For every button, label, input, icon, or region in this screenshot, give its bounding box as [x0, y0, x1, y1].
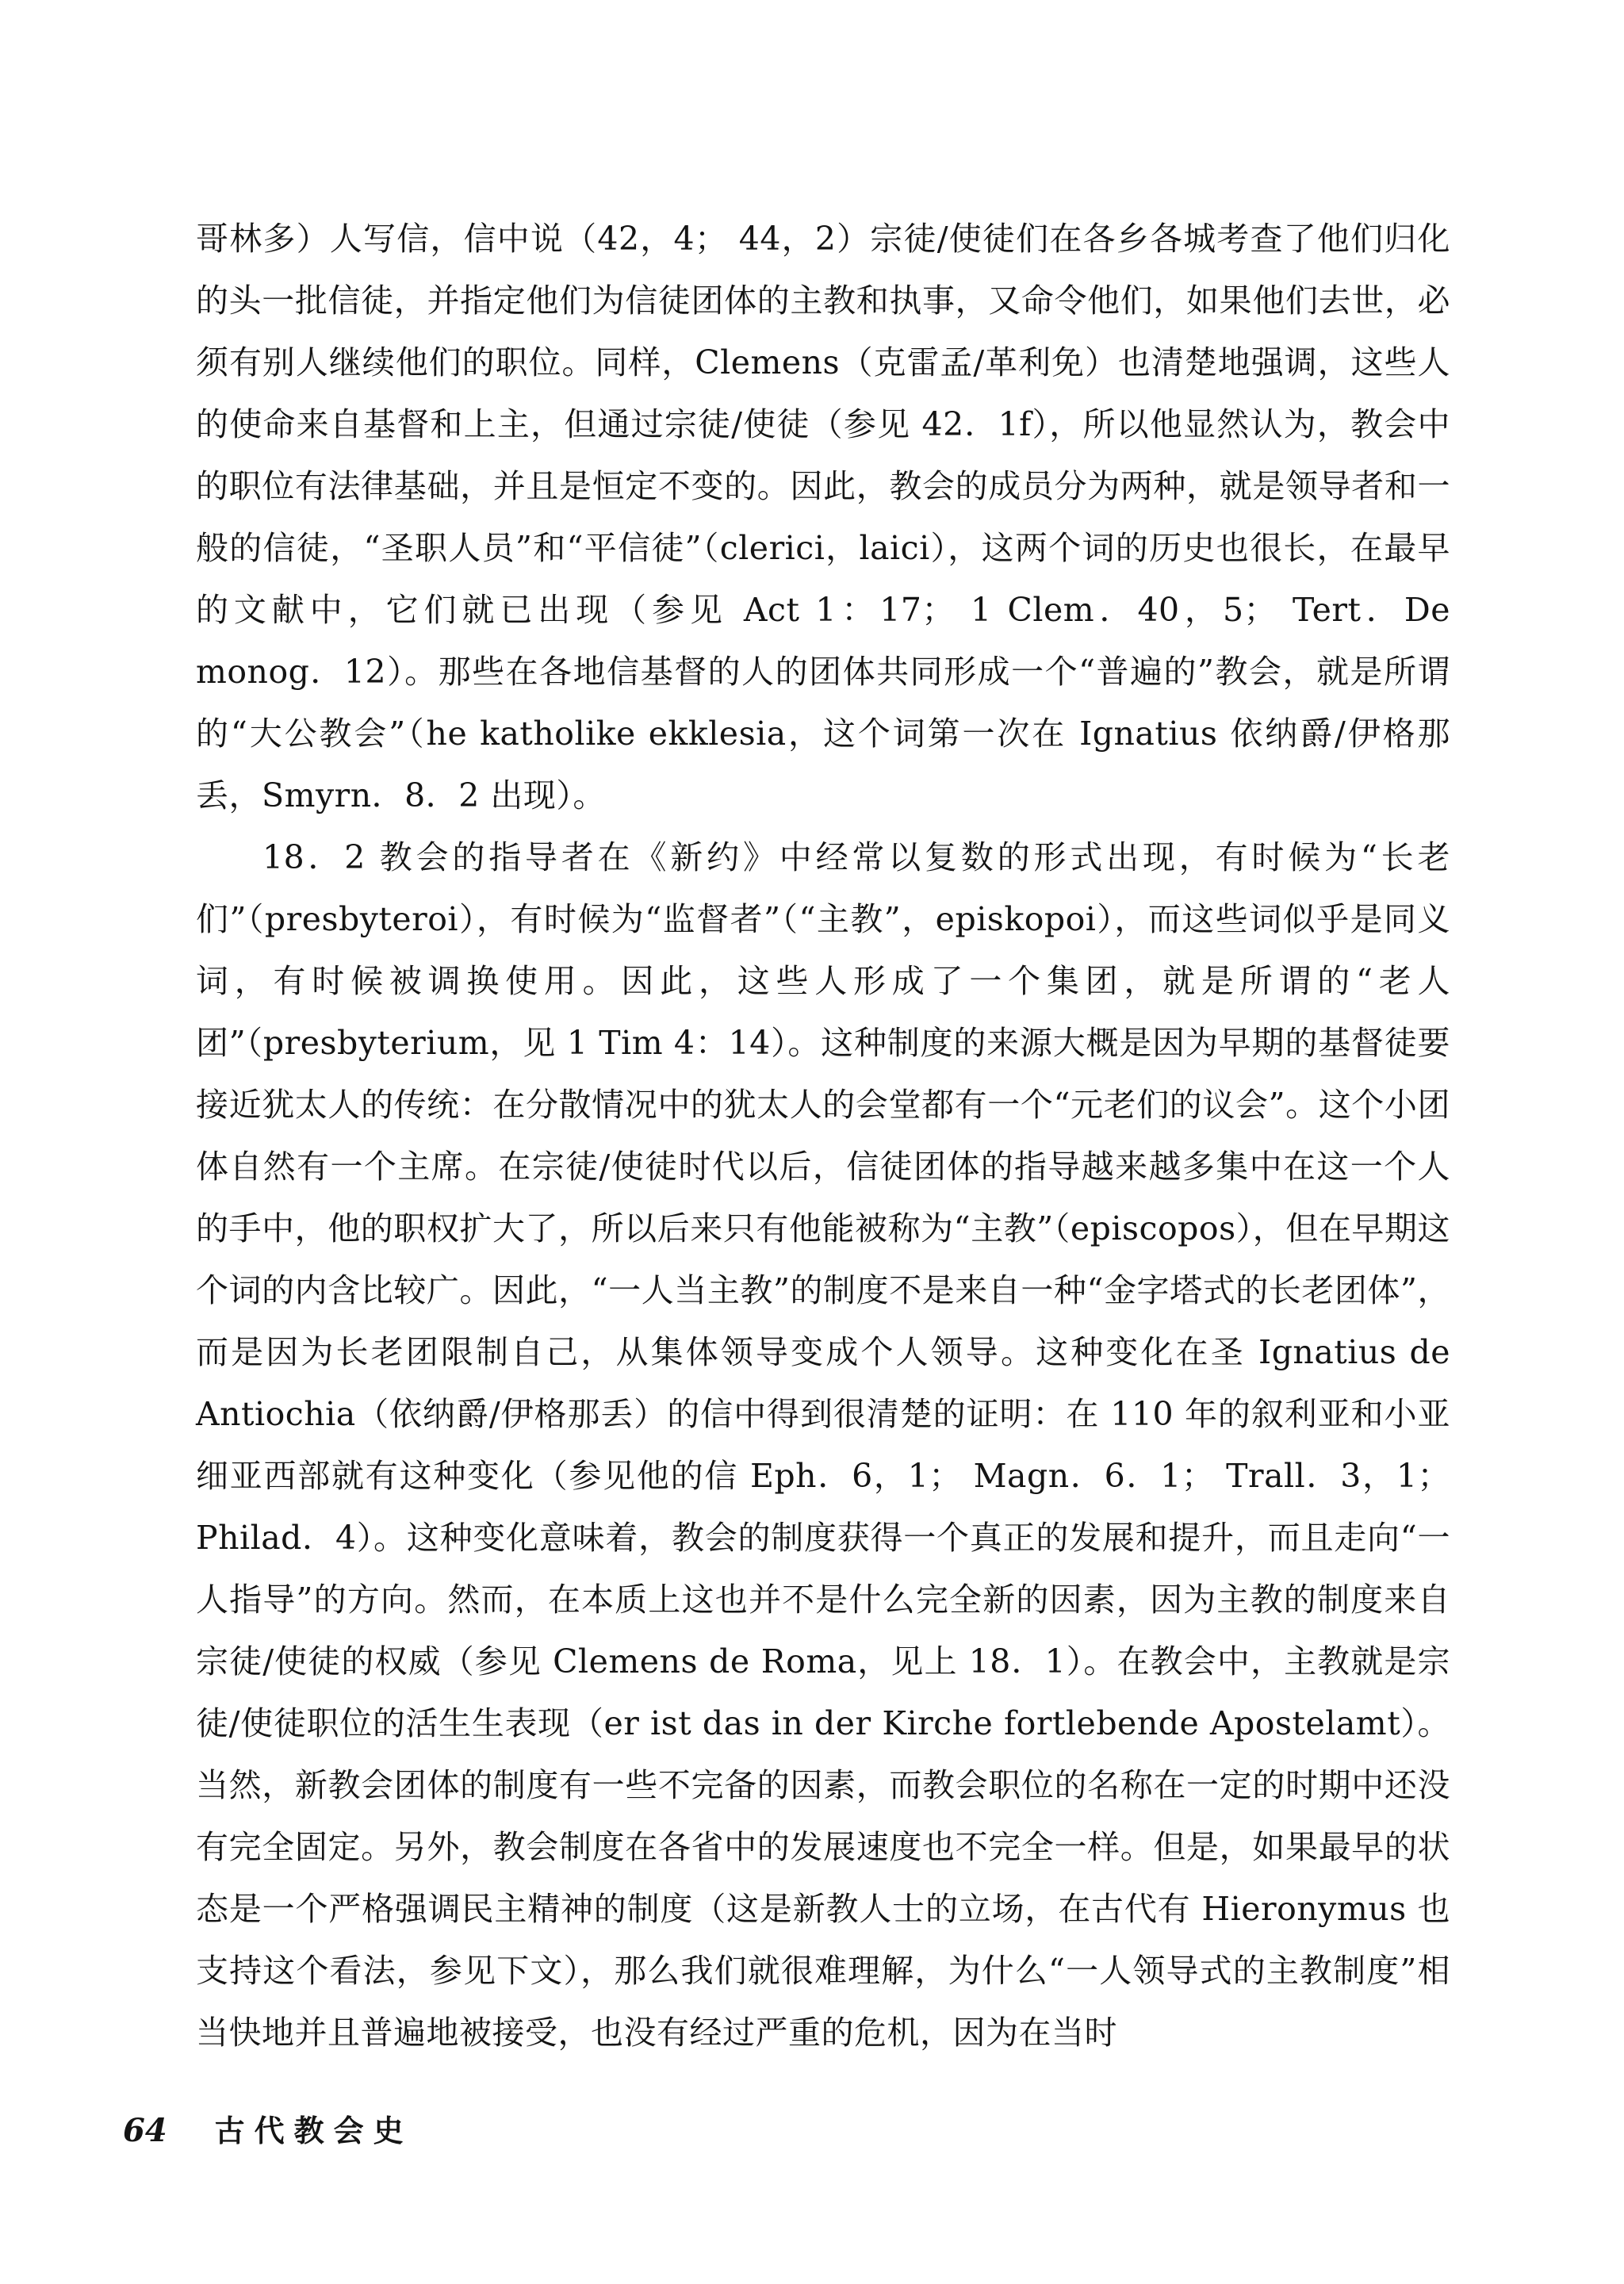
body-text: [196, 208, 1450, 2064]
page-footer: [123, 2106, 413, 2154]
page-number: 64: [123, 2112, 167, 2149]
paragraph-2: 18．2 教会的指导者在《新约》中经常以复数的形式出现，有时候为“长老们”（presbyteroi），有时候为“监督者”（“主教”，episkopoi），而这些词似乎是同义词，有时候被调换使用。因此，这些人形成了一个集团，就是所谓的“老人团”（presbyterium，见 1 Tim 4：14）。这种制度的来源大概是因为早期的基督徒要接近犹太人的传统：在分散情况中的犹太人的会堂都有一个“元老们的议会”。这个小团体自然有一个主席。在宗徒/使徒时代以后，信徒团体的指导越来越多集中在这一个人的手中，他的职权扩大了，所以后来只有他能被称为“主教”（episcopos），但在早期这个词的内含比较广。因此，“一人当主教”的制度不是来自一种“金字塔式的长老团体”，而是因为长老团限制自己，从集体领导变成个人领导。这种变化在圣 Ignatius de Antiochia（依纳爵/伊格那丢）的信中得到很清楚的证明：在 110 年的叙利亚和小亚细亚西部就有这种变化（参见他的信 Eph．6，1； Magn．6．1； Trall．3，1； Philad．4）。这种变化意味着，教会的制度获得一个真正的发展和提升，而且走向“一人指导”的方向。然而，在本质上这也并不是什么完全新的因素，因为主教的制度来自宗徒/使徒的权威（参见 Clemens de Roma，见上 18．1）。在教会中，主教就是宗徒/使徒职位的活生生表现（er ist das in der Kirche fortlebende Apostelamt）。当然，新教会团体的制度有一些不完备的因素，而教会职位的名称在一定的时期中还没有完全固定。另外，教会制度在各省中的发展速度也不完全一样。但是，如果最早的状态是一个严格强调民主精神的制度（这是新教人士的立场，在古代有 Hieronymus 也支持这个看法，参见下文），那么我们就很难理解，为什么“一人领导式的主教制度”相当快地并且普遍地被接受，也没有经过严重的危机，因为在当时: [196, 838, 1450, 2052]
paragraph-1: 哥林多）人写信，信中说（42，4； 44，2）宗徒/使徒们在各乡各城考查了他们归化的头一批信徒，并指定他们为信徒团体的主教和执事，又命令他们，如果他们去世，必须有别人继续他们的职位。同样，Clemens（克雷孟/革利免）也清楚地强调，这些人的使命来自基督和上主，但通过宗徒/使徒（参见 42．1f），所以他显然认为，教会中的职位有法律基础，并且是恒定不变的。因此，教会的成员分为两种，就是领导者和一般的信徒，“圣职人员”和“平信徒”（clerici，laici），这两个词的历史也很长，在最早的文献中，它们就已出现（参见 Act 1：17； 1 Clem．40，5； Tert．De monog．12）。那些在各地信基督的人的团体共同形成一个“普遍的”教会，就是所谓的“大公教会”（he katholike ekklesia，这个词第一次在 Ignatius 依纳爵/伊格那丢，Smyrn．8．2 出现）。: [196, 220, 1450, 814]
running-title: 古代教会史: [214, 2113, 413, 2148]
